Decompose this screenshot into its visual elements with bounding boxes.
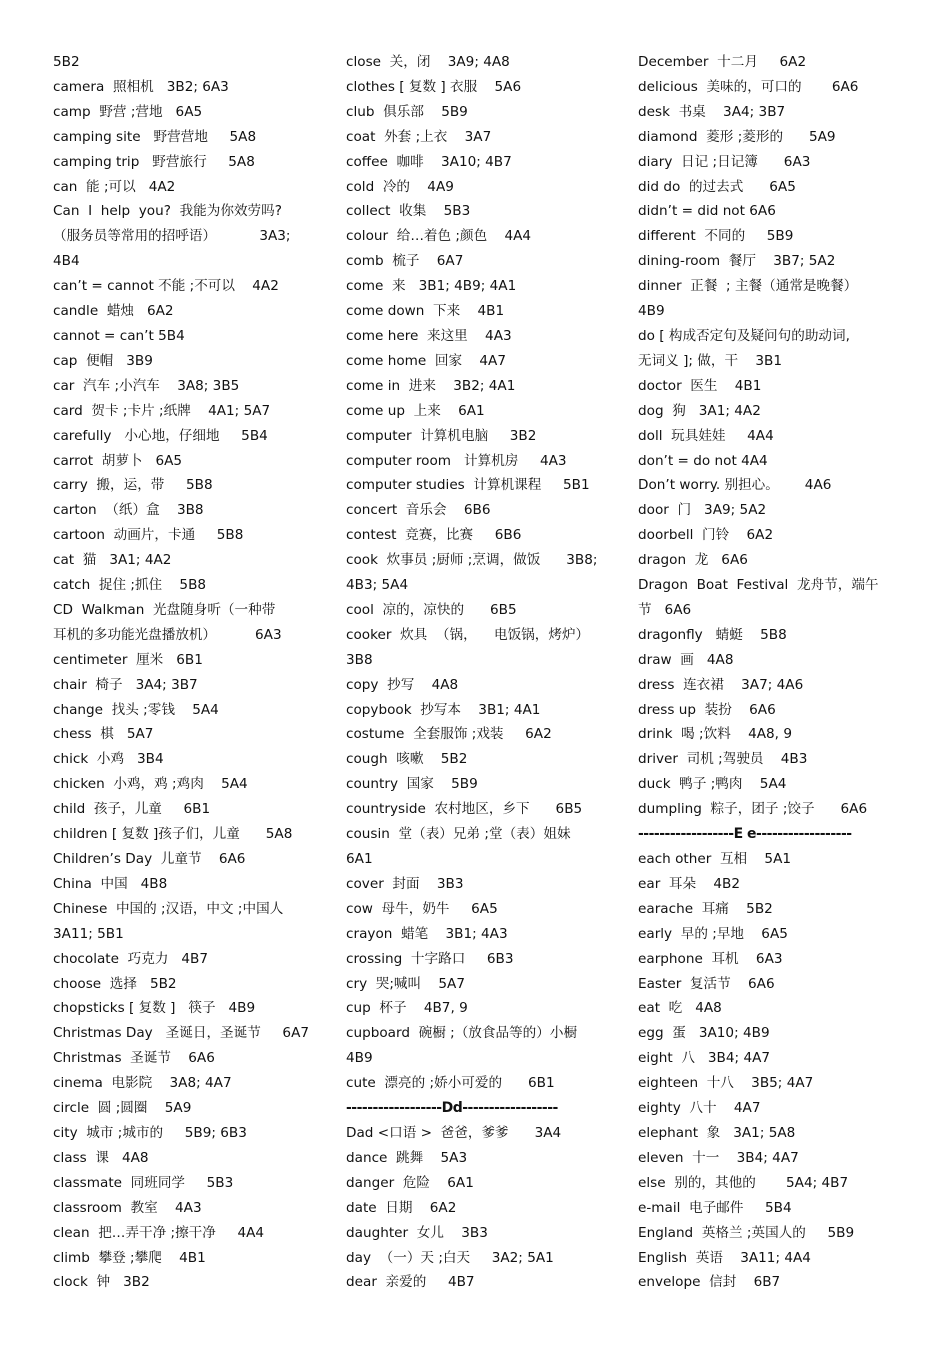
vocab-entry: 4B9 xyxy=(638,303,665,320)
vocab-entry: chick 小鸡 3B4 xyxy=(53,751,164,768)
vocab-entry: cannot = can’t 5B4 xyxy=(53,327,185,344)
vocab-entry: Don’t worry. 别担心。 4A6 xyxy=(638,477,832,494)
vocab-entry: can 能 ;可以 4A2 xyxy=(53,178,176,195)
vocab-entry: earache 耳痛 5B2 xyxy=(638,900,773,917)
vocab-entry: circle 圆 ;圆圈 5A9 xyxy=(53,1100,192,1117)
vocab-entry: city 城市 ;城市的 5B9; 6B3 xyxy=(53,1124,247,1141)
vocab-entry: 3B8 xyxy=(346,651,373,668)
vocab-entry: cover 封面 3B3 xyxy=(346,875,464,892)
vocab-entry: concert 音乐会 6B6 xyxy=(346,502,491,519)
column-2 xyxy=(346,50,618,1295)
vocab-entry: envelope 信封 6B7 xyxy=(638,1274,781,1291)
vocab-entry: cat 猫 3A1; 4A2 xyxy=(53,552,172,569)
vocab-entry: Christmas Day 圣诞日，圣诞节 6A7 xyxy=(53,1025,310,1042)
vocab-entry: can’t = cannot 不能 ;不可以 4A2 xyxy=(53,278,279,295)
vocab-entry: （服务员等常用的招呼语） 3A3; xyxy=(53,228,291,245)
vocab-entry: doctor 医生 4B1 xyxy=(638,377,762,394)
vocab-entry: dear 亲爱的 4B7 xyxy=(346,1274,475,1291)
vocab-entry: different 不同的 5B9 xyxy=(638,228,794,245)
vocab-entry: centimeter 厘米 6B1 xyxy=(53,651,203,668)
vocab-entry: did do 的过去式 6A5 xyxy=(638,178,796,195)
vocab-entry: e-mail 电子邮件 5B4 xyxy=(638,1199,792,1216)
vocab-entry: camping site 野营营地 5A8 xyxy=(53,128,257,145)
vocab-entry: 4B3; 5A4 xyxy=(346,577,409,594)
vocab-entry: cough 咳嗽 5B2 xyxy=(346,751,468,768)
vocab-entry: carrot 胡萝卜 6A5 xyxy=(53,452,183,469)
vocab-entry: diamond 菱形 ;菱形的 5A9 xyxy=(638,128,836,145)
section-divider: ------------------E e------------------ xyxy=(638,826,852,843)
vocab-entry: December 十二月 6A2 xyxy=(638,54,807,70)
vocab-entry: copy 抄写 4A8 xyxy=(346,676,459,693)
vocab-entry: day （一）天 ;白天 3A2; 5A1 xyxy=(346,1249,554,1266)
vocab-entry: club 俱乐部 5B9 xyxy=(346,103,468,120)
vocab-entry: 无词义 ]; 做，干 3B1 xyxy=(638,352,782,369)
vocab-entry: cool 凉的，凉快的 6B5 xyxy=(346,601,517,618)
vocab-entry: chicken 小鸡，鸡 ;鸡肉 5A4 xyxy=(53,776,248,793)
vocab-entry: 5B2 xyxy=(53,54,80,70)
vocab-entry: colour 给…着色 ;颜色 4A4 xyxy=(346,228,532,245)
vocab-entry: dance 跳舞 5A3 xyxy=(346,1149,468,1166)
vocab-entry: cupboard 碗橱 ;（放食品等的）小橱 xyxy=(346,1025,578,1042)
vocab-entry: cook 炊事员 ;厨师 ;烹调，做饭 3B8; xyxy=(346,552,598,569)
vocab-entry: diary 日记 ;日记簿 6A3 xyxy=(638,153,811,170)
vocab-entry: draw 画 4A8 xyxy=(638,651,734,668)
vocab-entry: chocolate 巧克力 4B7 xyxy=(53,950,209,967)
vocab-entry: car 汽车 ;小汽车 3A8; 3B5 xyxy=(53,377,240,394)
vocab-entry: classmate 同班同学 5B3 xyxy=(53,1174,234,1191)
vocab-entry: collect 收集 5B3 xyxy=(346,203,471,220)
vocab-entry: cry 哭;喊叫 5A7 xyxy=(346,975,465,992)
vocab-entry: copybook 抄写本 3B1; 4A1 xyxy=(346,701,541,718)
vocab-entry: eleven 十一 3B4; 4A7 xyxy=(638,1149,799,1166)
vocab-entry: China 中国 4B8 xyxy=(53,875,168,892)
vocab-entry: Can I help you? 我能为你效劳吗? xyxy=(53,203,282,220)
vocab-entry: drink 喝 ;饮料 4A8, 9 xyxy=(638,726,792,743)
vocab-entry: catch 捉住 ;抓住 5B8 xyxy=(53,577,207,594)
vocab-entry: dog 狗 3A1; 4A2 xyxy=(638,402,761,419)
vocab-entry: Children’s Day 儿童节 6A6 xyxy=(53,851,246,867)
vocab-entry: classroom 教室 4A3 xyxy=(53,1199,202,1216)
vocab-entry: cinema 电影院 3A8; 4A7 xyxy=(53,1075,232,1092)
vocab-entry: eight 八 3B4; 4A7 xyxy=(638,1050,771,1067)
vocab-entry: each other 互相 5A1 xyxy=(638,851,792,867)
column-3 xyxy=(638,50,890,1295)
vocab-entry: 节 6A6 xyxy=(638,601,692,618)
vocab-entry: early 早的 ;早地 6A5 xyxy=(638,925,788,942)
vocab-entry: eat 吃 4A8 xyxy=(638,1000,722,1017)
vocab-entry: egg 蛋 3A10; 4B9 xyxy=(638,1025,770,1042)
vocab-entry: eighteen 十八 3B5; 4A7 xyxy=(638,1075,814,1092)
vocab-entry: comb 梳子 6A7 xyxy=(346,253,464,270)
vocab-entry: chair 椅子 3A4; 3B7 xyxy=(53,676,198,693)
vocab-entry: child 孩子，儿童 6B1 xyxy=(53,801,211,818)
vocab-entry: delicious 美味的，可口的 6A6 xyxy=(638,78,859,95)
vocab-entry: Christmas 圣诞节 6A6 xyxy=(53,1050,215,1067)
vocab-entry: ear 耳朵 4B2 xyxy=(638,875,741,892)
vocab-entry: cold 冷的 4A9 xyxy=(346,178,454,195)
vocab-entry: driver 司机 ;驾驶员 4B3 xyxy=(638,751,808,768)
vocab-entry: come 来 3B1; 4B9; 4A1 xyxy=(346,278,517,295)
vocab-entry: desk 书桌 3A4; 3B7 xyxy=(638,103,786,120)
vocab-entry: crossing 十字路口 6B3 xyxy=(346,950,514,967)
vocab-entry: date 日期 6A2 xyxy=(346,1199,457,1216)
vocab-entry: come down 下来 4B1 xyxy=(346,303,505,320)
vocab-entry: costume 全套服饰 ;戏装 6A2 xyxy=(346,726,552,743)
vocab-entry: Dragon Boat Festival 龙舟节，端午 xyxy=(638,577,879,594)
vocab-entry: class 课 4A8 xyxy=(53,1149,149,1166)
vocab-entry: dumpling 粽子，团子 ;饺子 6A6 xyxy=(638,801,868,818)
vocab-entry: chopsticks [ 复数 ] 筷子 4B9 xyxy=(53,1000,256,1017)
vocab-entry: earphone 耳机 6A3 xyxy=(638,950,783,967)
vocab-entry: camera 照相机 3B2; 6A3 xyxy=(53,78,229,95)
vocab-entry: dragon 龙 6A6 xyxy=(638,552,748,569)
vocab-entry: camp 野营 ;营地 6A5 xyxy=(53,103,203,120)
vocab-entry: 耳机的多功能光盘播放机） 6A3 xyxy=(53,626,282,643)
vocab-entry: 6A1 xyxy=(346,851,373,867)
vocab-entry: computer room 计算机房 4A3 xyxy=(346,452,567,469)
vocab-entry: carefully 小心地，仔细地 5B4 xyxy=(53,427,268,444)
vocab-entry: do [ 构成否定句及疑问句的助动词, xyxy=(638,327,850,344)
vocab-entry: didn’t = did not 6A6 xyxy=(638,203,776,220)
vocab-entry: Dad <口语 > 爸爸，爹爹 3A4 xyxy=(346,1124,562,1141)
vocab-entry: cap 便帽 3B9 xyxy=(53,352,153,369)
vocab-entry: crayon 蜡笔 3B1; 4A3 xyxy=(346,925,508,942)
vocab-entry: come up 上来 6A1 xyxy=(346,402,485,419)
vocab-entry: dress 连衣裙 3A7; 4A6 xyxy=(638,676,804,693)
vocab-entry: carry 搬，运，带 5B8 xyxy=(53,477,213,494)
vocab-entry: climb 攀登 ;攀爬 4B1 xyxy=(53,1249,206,1266)
vocab-entry: close 关，闭 3A9; 4A8 xyxy=(346,54,510,70)
vocab-entry: come here 来这里 4A3 xyxy=(346,327,512,344)
vocab-entry: cute 漂亮的 ;娇小可爱的 6B1 xyxy=(346,1075,555,1092)
vocab-entry: 3A11; 5B1 xyxy=(53,925,124,942)
vocab-entry: clothes [ 复数 ] 衣服 5A6 xyxy=(346,78,522,95)
vocab-entry: duck 鸭子 ;鸭肉 5A4 xyxy=(638,776,787,793)
vocab-entry: come in 进来 3B2; 4A1 xyxy=(346,377,516,394)
vocab-entry: coat 外套 ;上衣 3A7 xyxy=(346,128,492,145)
vocab-entry: contest 竞赛，比赛 6B6 xyxy=(346,527,522,544)
vocab-entry: card 贺卡 ;卡片 ;纸牌 4A1; 5A7 xyxy=(53,402,271,419)
vocab-entry: clock 钟 3B2 xyxy=(53,1274,150,1291)
vocab-entry: candle 蜡烛 6A2 xyxy=(53,303,174,320)
vocab-entry: choose 选择 5B2 xyxy=(53,975,177,992)
vocab-entry: doll 玩具娃娃 4A4 xyxy=(638,427,774,444)
vocab-entry: cooker 炊具 （锅， 电饭锅，烤炉） xyxy=(346,626,590,643)
vocab-entry: children [ 复数 ]孩子们，儿童 5A8 xyxy=(53,826,293,843)
vocab-entry: doorbell 门铃 6A2 xyxy=(638,527,774,544)
vocab-entry: don’t = do not 4A4 xyxy=(638,452,768,469)
vocab-entry: 4B4 xyxy=(53,253,80,270)
vocab-entry: England 英格兰 ;英国人的 5B9 xyxy=(638,1224,855,1241)
vocab-entry: cup 杯子 4B7, 9 xyxy=(346,1000,468,1017)
vocab-entry: change 找头 ;零钱 5A4 xyxy=(53,701,219,718)
vocab-entry: cousin 堂（表）兄弟 ;堂（表）姐妹 xyxy=(346,826,571,843)
vocab-entry: else 别的，其他的 5A4; 4B7 xyxy=(638,1174,849,1191)
vocab-entry: danger 危险 6A1 xyxy=(346,1174,474,1191)
vocab-entry: English 英语 3A11; 4A4 xyxy=(638,1249,811,1266)
vocab-entry: computer 计算机电脑 3B2 xyxy=(346,427,537,444)
vocab-entry: computer studies 计算机课程 5B1 xyxy=(346,477,590,494)
vocab-entry: dining-room 餐厅 3B7; 5A2 xyxy=(638,253,836,270)
vocab-entry: chess 棋 5A7 xyxy=(53,726,154,743)
vocab-entry: daughter 女儿 3B3 xyxy=(346,1224,488,1241)
vocab-entry: clean 把…弄干净 ;擦干净 4A4 xyxy=(53,1224,265,1241)
vocab-entry: camping trip 野营旅行 5A8 xyxy=(53,153,255,170)
vocab-entry: dragonfly 蜻蜓 5B8 xyxy=(638,626,787,643)
vocab-entry: elephant 象 3A1; 5A8 xyxy=(638,1124,796,1141)
section-divider: ------------------Dd------------------ xyxy=(346,1100,558,1117)
vocab-entry: dinner 正餐 ; 主餐（通常是晚餐） xyxy=(638,278,858,295)
vocab-entry: door 门 3A9; 5A2 xyxy=(638,502,767,519)
vocab-entry: Chinese 中国的 ;汉语，中文 ;中国人 xyxy=(53,900,284,917)
vocab-entry: eighty 八十 4A7 xyxy=(638,1100,761,1117)
vocab-entry: carton （纸）盒 3B8 xyxy=(53,502,204,519)
vocab-entry: Easter 复活节 6A6 xyxy=(638,975,775,992)
vocab-entry: cow 母牛，奶牛 6A5 xyxy=(346,900,498,917)
vocab-entry: 4B9 xyxy=(346,1050,373,1067)
vocab-entry: come home 回家 4A7 xyxy=(346,352,506,369)
vocab-entry: dress up 装扮 6A6 xyxy=(638,701,776,718)
vocab-entry: coffee 咖啡 3A10; 4B7 xyxy=(346,153,512,170)
vocab-entry: countryside 农村地区，乡下 6B5 xyxy=(346,801,583,818)
vocab-entry: CD Walkman 光盘随身听（一种带 xyxy=(53,601,276,618)
vocab-entry: country 国家 5B9 xyxy=(346,776,478,793)
vocab-entry: cartoon 动画片，卡通 5B8 xyxy=(53,527,244,544)
column-1 xyxy=(53,50,325,1295)
